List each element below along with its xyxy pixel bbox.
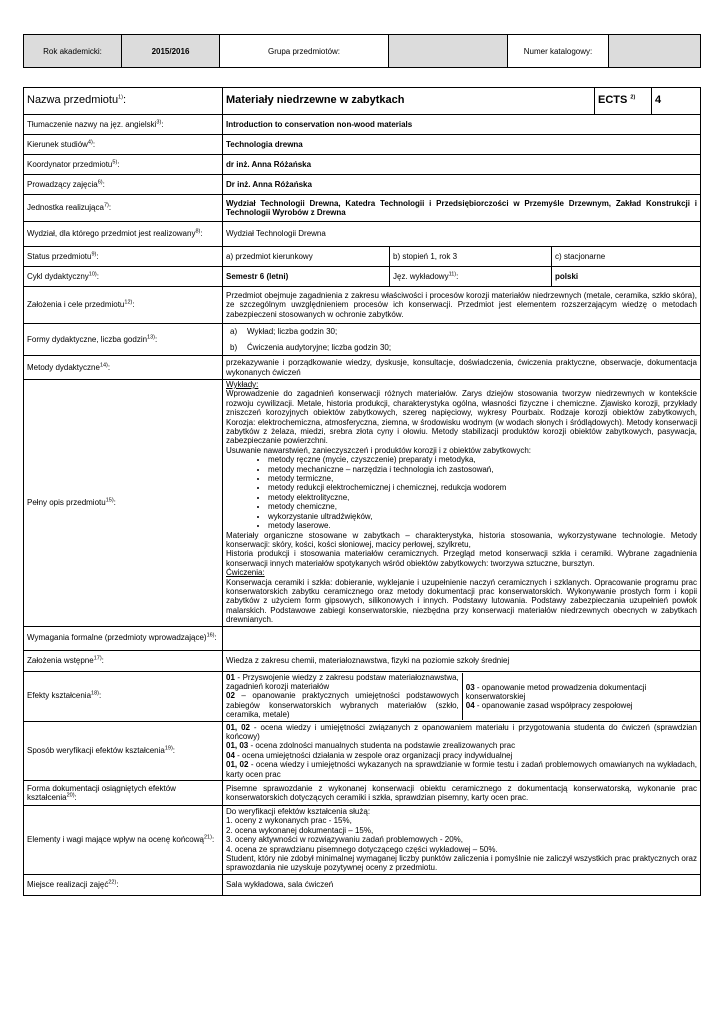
faculty-label: Wydział, dla którego przedmiot jest realizowany$^{8)}$: <box>24 222 223 247</box>
list-item: • metody redukcji elektrochemicznej i chemicznej, redukcja wodorem <box>268 483 697 492</box>
field-row <box>24 135 701 155</box>
verification-label: Sposób weryfikacji efektów kształcenia$^{19)}$: <box>24 721 223 780</box>
ects-value: 4 <box>652 88 701 115</box>
grading-value <box>223 806 701 875</box>
grading-line: 3. oceny aktywności w rozwiązywaniu zadań problemowych - 20%, <box>226 835 463 845</box>
verification-item: 01, 03 - ocena zdolności manualnych studenta na podstawie zrealizowanych prac <box>226 741 516 751</box>
academic-year-label: Rok akademicki: <box>24 35 122 68</box>
list-item: • metody mechaniczne – narzędzia i technologia ich zastosowań, <box>268 465 697 474</box>
status-label: Status przedmiotu$^{9)}$: <box>24 247 223 267</box>
faculty-value: Wydział Technologii Drewna <box>223 222 701 247</box>
forms-item <box>226 327 697 336</box>
description-label: Pełny opis przedmiotu$^{15)}$: <box>24 380 223 627</box>
list-item: • metody elektrolityczne, <box>268 493 697 502</box>
group-label: Grupa przedmiotów: <box>220 35 389 68</box>
outcomes-row <box>24 671 701 721</box>
status-c: c) stacjonarne <box>552 247 701 267</box>
forms-item-text: Ćwiczenia audytoryjne; liczba godzin 30; <box>247 342 392 352</box>
verification-item: 01, 02 - ocena wiedzy i umiejętności związanych z opanowaniem materiału i przygotowania studenta do ćwiczeń (sprawdzian końcowy) <box>226 722 697 741</box>
verification-item: 04 - ocena umiejętności działania w zespole oraz organizacji pracy indywidualnej <box>226 750 513 760</box>
subject-name-value: Materiały niedrzewne w zabytkach <box>223 88 595 115</box>
teacher-label: Prowadzący zajęcia$^{6)}$: <box>24 175 223 195</box>
outcome-04: 04 - opanowanie zasad współpracy zespołowej <box>465 701 633 711</box>
forms-item-letter: b) <box>230 342 238 352</box>
status-row <box>24 247 701 267</box>
grading-line: 1. oceny z wykonanych prac - 15%, <box>226 816 352 826</box>
exercises-text: Konserwacja ceramiki i szkła: dobieranie, wyklejanie i uzupełnienie naczyń ceramicznych i szklanych. Opracowanie programu prac konserwatorskich zabytku ceramicznego oraz metody dokumentacji prac konserwatorskich. Wykonywanie prostych form i kopii zabytków z użyciem form gipsowych, silikonowych i innych. Podstawy lutowania. Podstawy zabezpieczania uzupełnień powłok malarskich. Podstawowe zabiegi konserwatorskie, niezbędna przy konserwacji materiałów niedrzewnych obecnych w zabytkach drewnianych. <box>226 577 697 625</box>
forms-item-text: Wykład; liczba godzin 30; <box>247 327 338 337</box>
group-value <box>389 35 508 68</box>
lectures-text: Wprowadzenie do zagadnień konserwacji różnych materiałów. Zarys dziejów stosowania tworzyw niedrzewnych w kontekście rozwoju cywilizacji. Metale, historia produkcji, charakterystyka ogólna, własności fizyczne i chemiczne. Zjawisko korozji, przykłady zniszczeń korozyjnych obiektów zabytkowych, szereg napięciowy, wykresy Pourbaix. Rodzaje korozji obiektów zabytkowych, Korozja: elektrochemiczna, atmosferyczna, ziemna, w środowisku wodnym (w wodach słonych i śródlądowych). Metody konserwacji zabytków z żelaza, miedzi, srebra złota cyny i ołowiu. Metody stabilizacji produktów korozji obiektów zabytkowych, pasywacja, zabezpieczanie powierzchni. <box>226 389 697 446</box>
cycle-label: Cykl dydaktyczny$^{10)}$: <box>24 267 223 287</box>
exercises-heading: Ćwiczenia: <box>226 568 265 578</box>
translation-row <box>24 115 701 135</box>
list-item: • wykorzystanie ultradźwięków, <box>268 512 697 521</box>
subject-name-row <box>24 88 701 115</box>
outcome-01: 01 - Przyswojenie wiedzy z zakresu podstaw materiałoznawstwa, zagadnień korozji materiałów <box>226 672 459 691</box>
forms-item <box>226 343 697 352</box>
header-table <box>23 34 701 68</box>
outcome-02: 02 – opanowanie praktycznych umiejętności podstawowych zabiegów konserwatorskich wybranych materiałów (szkło, ceramika, metale) <box>226 691 459 720</box>
list-item: • metody termiczne, <box>268 474 697 483</box>
unit-row <box>24 195 701 222</box>
unit-label: Jednostka realizująca$^{7)}$: <box>24 195 223 222</box>
grading-line: Do weryfikacji efektów kształcenia służą: <box>226 807 371 817</box>
outcomes-label: Efekty kształcenia$^{18)}$: <box>24 671 223 721</box>
verification-value <box>223 721 701 780</box>
language-value: polski <box>552 267 701 287</box>
grading-line: 4. ocena ze sprawdzianu pisemnego dotyczącego części wykładowej – 50%. <box>226 844 498 854</box>
methods-value: przekazywanie i porządkowanie wiedzy, dyskusje, konsultacje, doświadczenia, ćwiczenia praktyczne, obserwacje, dokumentacja wykonanych ćwiczeń <box>223 356 701 380</box>
grading-row <box>24 806 701 875</box>
ceramics-text: Historia produkcji i stosowania materiałów ceramicznych. Przegląd metod konserwacji szkła i ceramiki. Wybrane zagadnienia konserwacji innych materiałów spotykanych wśród obiektów zabytkowych: tworzywa sztuczne, bursztyn. <box>226 549 697 568</box>
verification-row <box>24 721 701 780</box>
organic-text: Materiały organiczne stosowane w zabytkach – charakterystyka, historia stosowania, wykorzystywane technologie. Metody konserwacji: skóry, kości, kości słoniowej, macicy perłowej, szylkretu, <box>226 530 697 549</box>
coordinator-value: dr inż. Anna Różańska <box>223 155 701 175</box>
subject-name-label: Nazwa przedmiotu$^{1)}$: <box>24 88 223 115</box>
verification-item: 01, 02 - ocena wiedzy i umiejętności wykazanych na sprawdzianie w formie testu i zadań problemowych omawianych na wykładach, karty ocen prac <box>226 760 697 779</box>
place-label: Miejsce realizacji zajęć$^{22)}$: <box>24 874 223 895</box>
forms-row <box>24 324 701 356</box>
grading-note: Student, który nie zdobył minimalnej wymaganej liczby punktów zaliczenia i pomyślnie nie zaliczył wszystkich prac praktycznych oraz sprawozdania nie uzyskuje pozytywnej oceny z przedmiotu. <box>226 854 697 873</box>
documentation-value: Pisemne sprawozdanie z wykonanej konserwacji obiektu ceramicznego z dokumentacją konserwatorską, wykonanie prac konserwatorskich dotyczących ceramiki i szkła, sprawdzian pisemny, karty ocen prac. <box>223 781 701 806</box>
academic-year-value: 2015/2016 <box>122 35 220 68</box>
place-value: Sala wykładowa, sala ćwiczeń <box>223 874 701 895</box>
prereq-label: Założenia wstępne$^{17)}$: <box>24 650 223 671</box>
methods-label: Metody dydaktyczne$^{14)}$: <box>24 356 223 380</box>
requirements-value <box>223 626 701 650</box>
requirements-row <box>24 626 701 650</box>
faculty-row <box>24 222 701 247</box>
translation-label: Tłumaczenie nazwy na jęz. angielski$^{3)}$: <box>24 115 223 135</box>
grading-label: Elementy i wagi mające wpływ na ocenę końcową$^{21)}$: <box>24 806 223 875</box>
prereq-value: Wiedza z zakresu chemii, materiałoznawstwa, fizyki na poziomie szkoły średniej <box>223 650 701 671</box>
goals-label: Założenia i cele przedmiotu$^{12)}$: <box>24 287 223 324</box>
teacher-row <box>24 175 701 195</box>
removal-methods-list <box>226 455 697 530</box>
outcomes-column-right <box>463 673 697 720</box>
methods-row <box>24 356 701 380</box>
place-row <box>24 874 701 895</box>
forms-item-letter: a) <box>230 327 238 337</box>
field-value: Technologia drewna <box>223 135 701 155</box>
teacher-value: Dr inż. Anna Różańska <box>223 175 701 195</box>
removal-intro: Usuwanie nawarstwień, zanieczyszczeń i produktów korozji i z obiektów zabytkowych: <box>226 445 532 455</box>
language-label: Jęz. wykładowy$^{11)}$: <box>390 267 552 287</box>
status-b: b) stopień 1, rok 3 <box>390 247 552 267</box>
outcomes-value <box>223 671 701 721</box>
course-syllabus-table <box>23 87 701 896</box>
outcome-03: 03 - opanowanie metod prowadzenia dokumentacji konserwatorskiej <box>465 682 647 701</box>
grading-line: 2. ocena wykonanej dokumentacji – 15%, <box>226 825 374 835</box>
status-a: a) przedmiot kierunkowy <box>223 247 390 267</box>
catalog-label: Numer katalogowy: <box>508 35 609 68</box>
goals-value: Przedmiot obejmuje zagadnienia z zakresu właściwości i procesów korozji materiałów niedrzewnych (metale, ceramika, szkło skóra), ze szczególnym uwzględnieniem procesów ich konserwacji. Przedmiot jest elementem rozszerzającym wiedzę o metodach zabezpieczeni stosowanych w ochronie zabytków. <box>223 287 701 324</box>
list-item: • metody chemiczne, <box>268 502 697 511</box>
ects-label: ECTS $^{2)}$ <box>595 88 652 115</box>
description-row <box>24 380 701 627</box>
forms-value <box>223 324 701 356</box>
field-label: Kierunek studiów$^{4)}$: <box>24 135 223 155</box>
cycle-row <box>24 267 701 287</box>
description-value <box>223 380 701 627</box>
documentation-label: Forma dokumentacji osiągniętych efektów kształcenia$^{20)}$: <box>24 781 223 806</box>
lectures-heading: Wykłady: <box>226 380 259 389</box>
unit-value: Wydział Technologii Drewna, Katedra Technologii i Przedsiębiorczości w Przemyśle Drzewnym, Zakład Konstrukcji i Technologii Wyrobów z Drewna <box>223 195 701 222</box>
catalog-value <box>609 35 701 68</box>
translation-value: Introduction to conservation non-wood materials <box>223 115 701 135</box>
cycle-value: Semestr 6 (letni) <box>223 267 390 287</box>
forms-label: Formy dydaktyczne, liczba godzin$^{13)}$: <box>24 324 223 356</box>
list-item: • metody laserowe. <box>268 521 697 530</box>
outcomes-column-left <box>226 673 463 720</box>
documentation-row <box>24 781 701 806</box>
goals-row <box>24 287 701 324</box>
prereq-row <box>24 650 701 671</box>
coordinator-label: Koordynator przedmiotu$^{5)}$: <box>24 155 223 175</box>
requirements-label: Wymagania formalne (przedmioty wprowadzające)$^{16)}$: <box>24 626 223 650</box>
coordinator-row <box>24 155 701 175</box>
list-item: • metody ręczne (mycie, czyszczenie) preparaty i metodyka, <box>268 455 697 464</box>
